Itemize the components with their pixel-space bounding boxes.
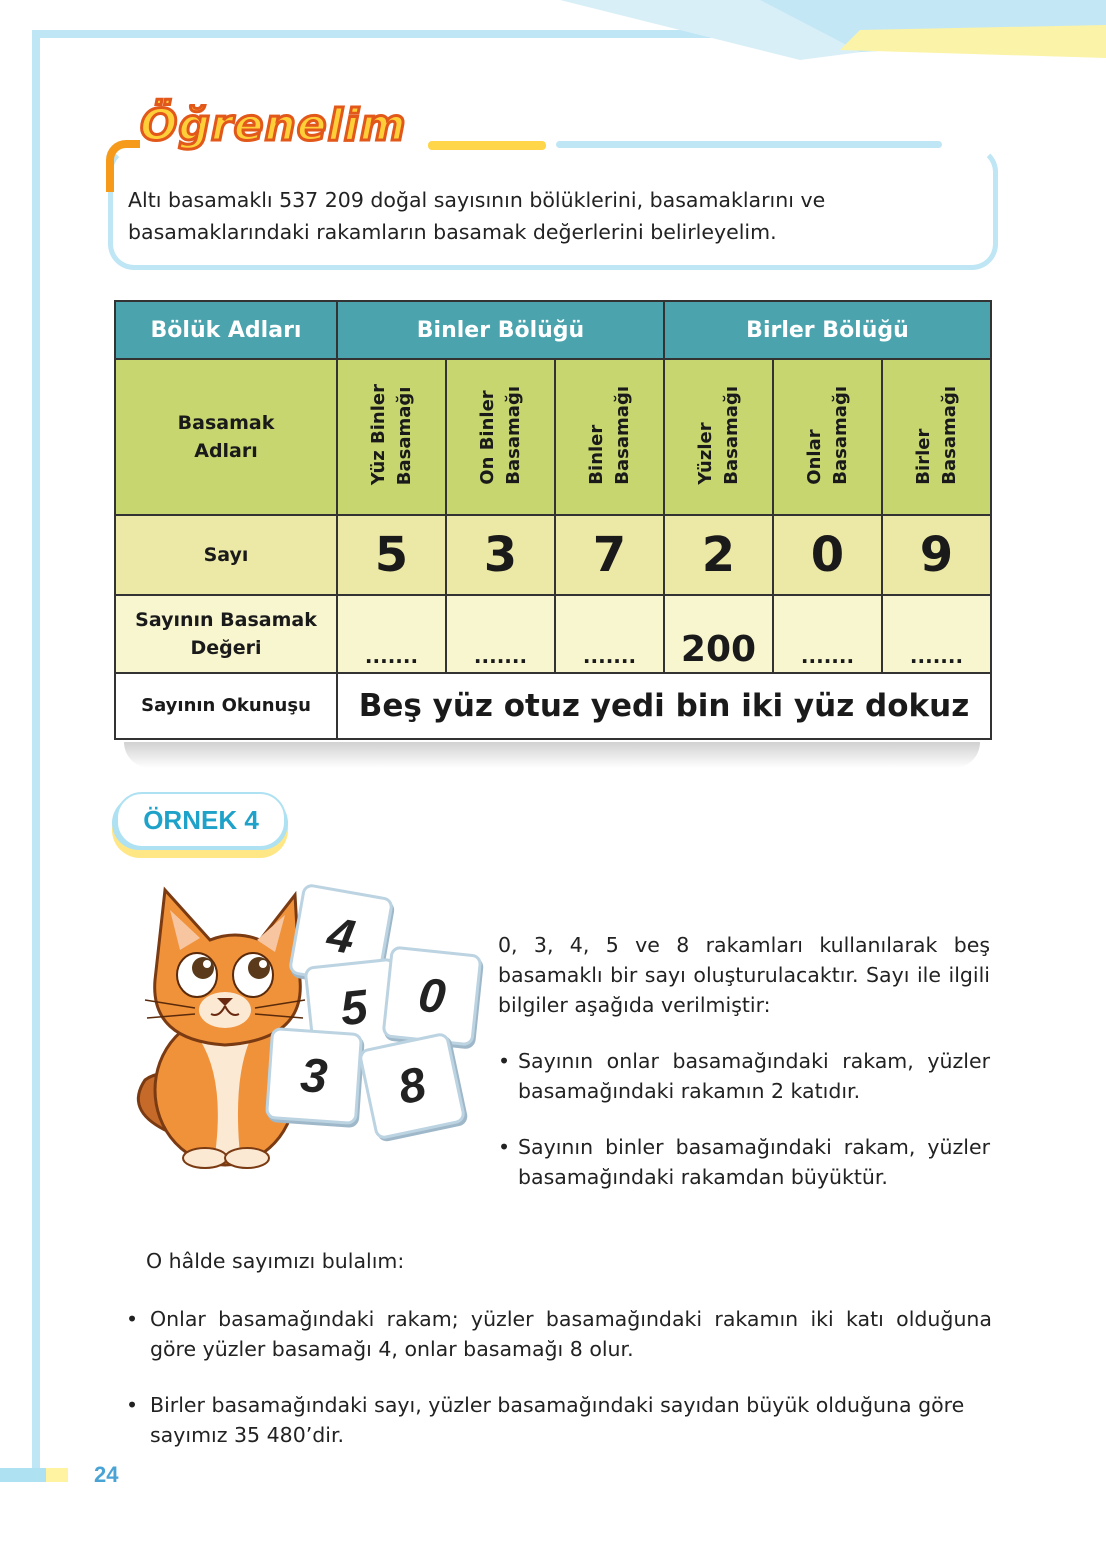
example-badge: ÖRNEK 4 <box>116 792 286 848</box>
basamak-label-line2: Adları <box>194 440 258 462</box>
number-card: 5 <box>303 957 404 1058</box>
table-shadow <box>124 742 980 768</box>
problem-text: 0, 3, 4, 5 ve 8 rakamları kullanılarak beş basamaklı bir sayı oluşturulacaktır. Sayı ile ilgili bilgiler aşağıda verilmiştir: <box>498 933 990 1017</box>
basamak-name-line2: Basamağı <box>720 385 742 485</box>
number-card: 8 <box>357 1031 466 1140</box>
okunus-row <box>115 673 991 739</box>
basamak-name-line1: Birler <box>912 428 934 485</box>
bullet: • <box>498 1049 511 1073</box>
header-birler-bolugu: Birler Bölüğü <box>664 301 991 359</box>
sayi-row <box>115 515 991 595</box>
bullet: • <box>498 1135 511 1159</box>
basamak-label-line1: Basamak <box>177 412 275 434</box>
basamak-onlar <box>773 359 882 515</box>
value-blank: ....... <box>773 595 882 673</box>
bullet: • <box>126 1393 139 1417</box>
basamak-name-line2: Basamağı <box>938 385 960 485</box>
sayi-label: Sayı <box>115 515 337 595</box>
basamak-birler <box>882 359 991 515</box>
basamak-name-line2: Basamağı <box>393 386 415 486</box>
basamak-yuz-binler <box>337 359 446 515</box>
clue-text: Sayının onlar basamağındaki rakam, yüzler basamağındaki rakamın 2 katıdır. <box>518 1049 990 1103</box>
solution-text: Birler basamağındaki sayı, yüzler basamağındaki sayıdan büyük olduğuna göre sayımız 35 480’dir. <box>150 1393 965 1447</box>
page-bar-yellow <box>46 1468 68 1482</box>
basamak-name-line1: Yüz Binler <box>367 384 389 486</box>
basamak-name-line1: Yüzler <box>694 422 716 485</box>
number-card: 0 <box>381 945 482 1046</box>
number-card: 3 <box>265 1027 363 1125</box>
number-reading: Beş yüz otuz yedi bin iki yüz dokuz <box>337 673 991 739</box>
deger-label-line1: Sayının Basamak <box>135 609 317 631</box>
clue-item <box>498 1046 990 1106</box>
value-blank: ....... <box>882 595 991 673</box>
solution-intro: O hâlde sayımızı bulalım: <box>146 1249 405 1273</box>
basamak-name-line2: Basamağı <box>829 385 851 485</box>
basamak-yuzler <box>664 359 773 515</box>
deger-label-line2: Değeri <box>190 637 262 659</box>
deger-label <box>115 595 337 673</box>
digit-cell: 2 <box>664 515 773 595</box>
solution-step <box>126 1304 992 1364</box>
basamak-on-binler <box>446 359 555 515</box>
header-binler-bolugu: Binler Bölüğü <box>337 301 664 359</box>
cat-illustration <box>125 880 325 1170</box>
digit-cell: 3 <box>446 515 555 595</box>
digit-cell: 5 <box>337 515 446 595</box>
solution-text: Onlar basamağındaki rakam; yüzler basamağındaki rakamın iki katı olduğuna göre yüzler basamağı 4, onlar basamağı 8 olur. <box>150 1307 992 1361</box>
solution-step <box>126 1390 992 1450</box>
digit-cell: 0 <box>773 515 882 595</box>
clue-text: Sayının binler basamağındaki rakam, yüzler basamağındaki rakamdan büyüktür. <box>518 1135 990 1189</box>
basamak-name-line2: Basamağı <box>611 385 633 485</box>
deger-row <box>115 595 991 673</box>
corner-decoration <box>560 0 1106 60</box>
value-blank: ....... <box>555 595 664 673</box>
value-blank: ....... <box>337 595 446 673</box>
bullet: • <box>126 1307 139 1331</box>
title-underline-yellow <box>428 141 546 150</box>
basamak-row <box>115 359 991 515</box>
basamak-name-line1: On Binler <box>476 390 498 485</box>
basamak-name-line1: Binler <box>585 424 607 485</box>
value-cell: 200 <box>664 595 773 673</box>
place-value-table <box>114 300 992 740</box>
basamak-label <box>115 359 337 515</box>
basamak-name-line2: Basamağı <box>502 385 524 485</box>
value-blank: ....... <box>446 595 555 673</box>
digit-cell: 7 <box>555 515 664 595</box>
number-card: 4 <box>288 883 395 990</box>
page-frame-left <box>32 30 40 1470</box>
okunus-label: Sayının Okunuşu <box>115 673 337 739</box>
basamak-binler <box>555 359 664 515</box>
page-number: 24 <box>94 1462 119 1487</box>
digit-cell: 9 <box>882 515 991 595</box>
clue-item <box>498 1132 990 1192</box>
page-bar-blue <box>0 1468 46 1482</box>
table-header-row <box>115 301 991 359</box>
title-underline-blue <box>556 141 942 148</box>
basamak-name-line1: Onlar <box>803 429 825 485</box>
section-title: Öğrenelim <box>140 100 407 151</box>
header-bolukler: Bölük Adları <box>115 301 337 359</box>
intro-text: Altı basamaklı 537 209 doğal sayısının bölüklerini, basamaklarını ve basamaklarındaki rakamların basamak değerlerini belirleyelim. <box>128 188 826 244</box>
